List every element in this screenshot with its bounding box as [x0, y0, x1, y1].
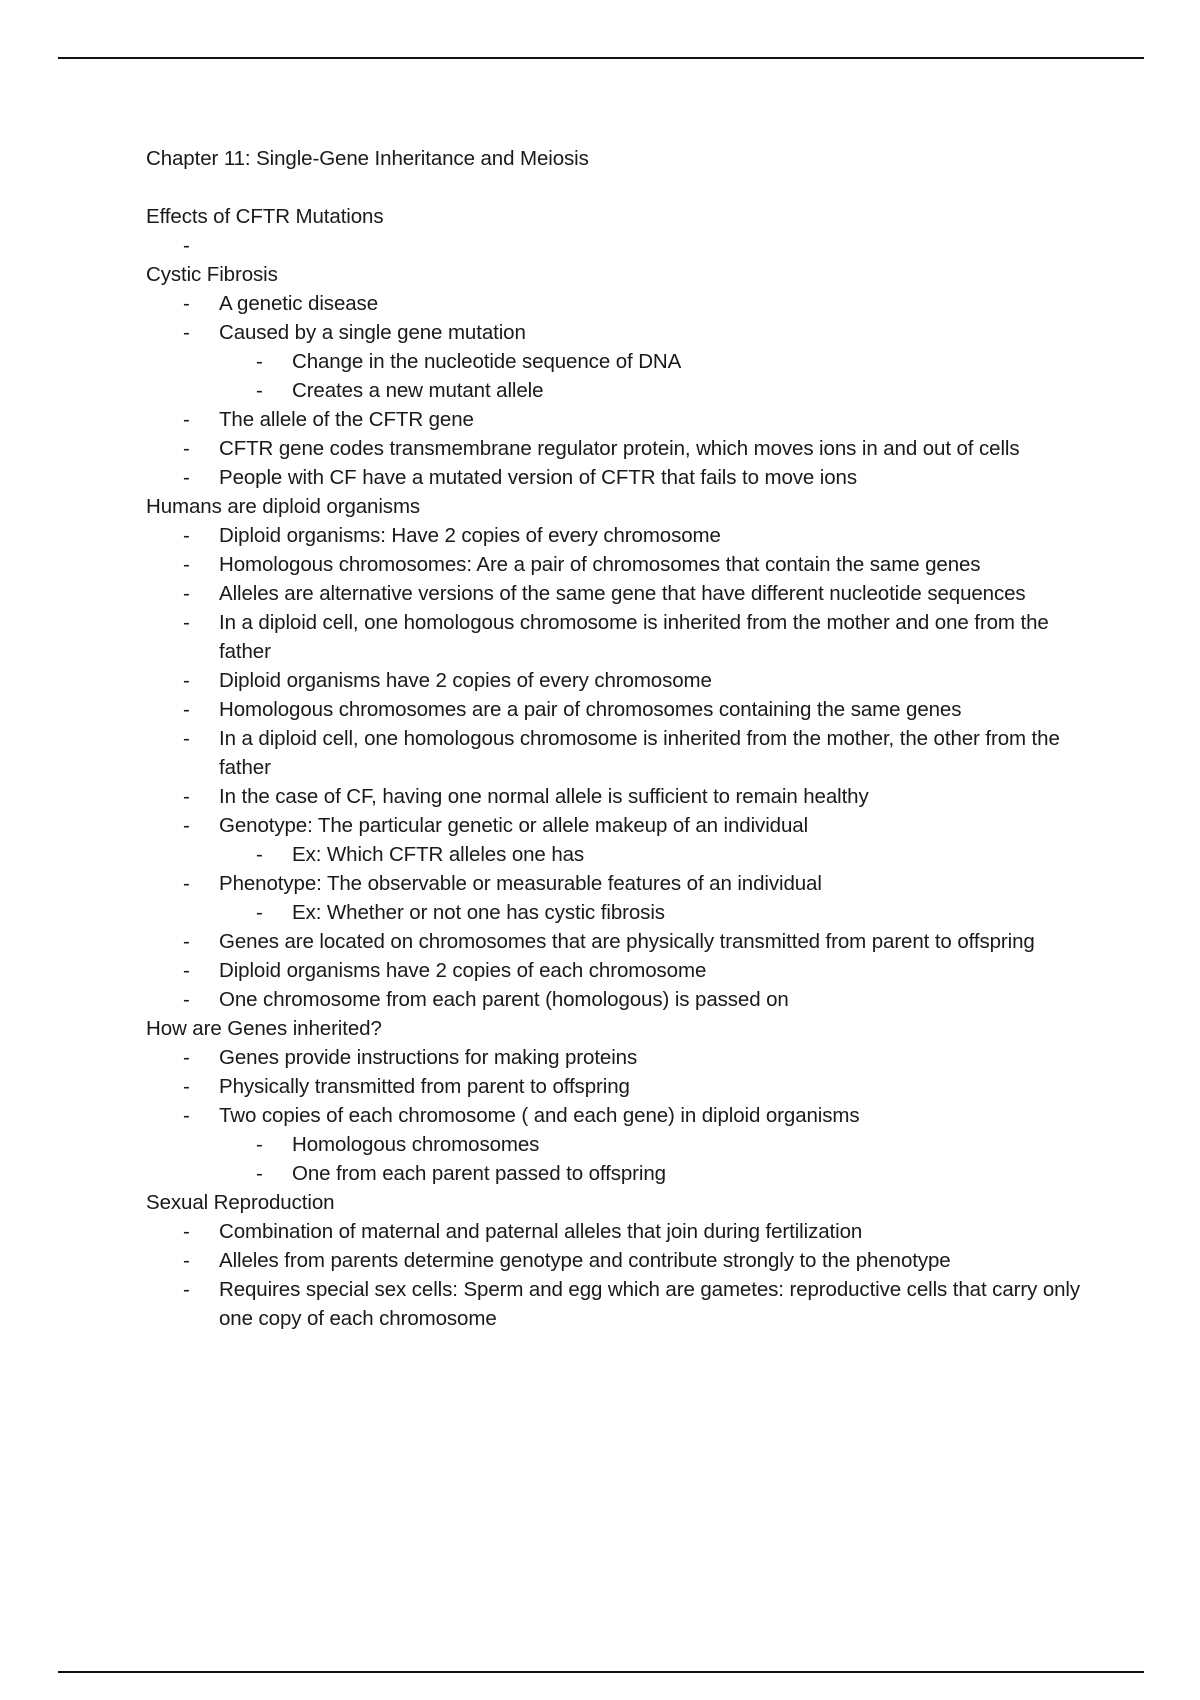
sections-container — [146, 202, 1106, 1333]
list-item-text: Diploid organisms have 2 copies of each chromosome — [219, 959, 707, 982]
list-item-text: Change in the nucleotide sequence of DNA — [292, 350, 682, 373]
list-item-text: The allele of the CFTR gene — [219, 408, 474, 431]
section — [146, 260, 1106, 492]
section — [146, 1188, 1106, 1333]
bullet-dash: - — [256, 1133, 263, 1156]
list-item-text: One chromosome from each parent (homologous) is passed on — [219, 988, 789, 1011]
list-item-text: Requires special sex cells: Sperm and egg which are gametes: reproductive cells that carry only one copy of each chromosome — [219, 1278, 1081, 1330]
section-heading: Sexual Reproduction — [146, 1191, 335, 1214]
bullet-dash: - — [256, 379, 263, 402]
list-item-text: Combination of maternal and paternal alleles that join during fertilization — [219, 1220, 863, 1243]
bullet-dash: - — [183, 727, 190, 750]
list-item-text: One from each parent passed to offspring — [292, 1162, 666, 1185]
list-item-text: Alleles from parents determine genotype and contribute strongly to the phenotype — [219, 1249, 951, 1272]
bullet-dash: - — [183, 1278, 190, 1301]
bullet-dash: - — [183, 988, 190, 1011]
bullet-dash: - — [183, 292, 190, 315]
bullet-list — [146, 231, 1106, 260]
list-item — [146, 405, 1106, 434]
list-item — [146, 463, 1106, 492]
list-item — [146, 1275, 1106, 1333]
list-item-text: Ex: Which CFTR alleles one has — [292, 843, 585, 866]
bullet-list — [146, 289, 1106, 492]
list-item-text: In the case of CF, having one normal allele is sufficient to remain healthy — [219, 785, 869, 808]
bullet-dash: - — [183, 321, 190, 344]
list-item-text: Caused by a single gene mutation — [219, 321, 526, 344]
bullet-dash: - — [183, 1220, 190, 1243]
list-item-text: In a diploid cell, one homologous chromosome is inherited from the mother and one from the father — [219, 611, 1049, 663]
bullet-dash: - — [183, 1075, 190, 1098]
bullet-dash: - — [183, 408, 190, 431]
bullet-dash: - — [183, 1046, 190, 1069]
list-item-text: Physically transmitted from parent to offspring — [219, 1075, 630, 1098]
list-item — [146, 434, 1106, 463]
bullet-dash: - — [183, 582, 190, 605]
section — [146, 1014, 1106, 1188]
bullet-list — [146, 521, 1106, 1014]
list-item — [146, 521, 1106, 550]
list-item-text: Diploid organisms: Have 2 copies of every chromosome — [219, 524, 721, 547]
list-item-text: Homologous chromosomes: Are a pair of chromosomes that contain the same genes — [219, 553, 981, 576]
list-item — [146, 869, 1106, 898]
list-item-text: Two copies of each chromosome ( and each gene) in diploid organisms — [219, 1104, 860, 1127]
bullet-dash: - — [256, 1162, 263, 1185]
list-item-text: Diploid organisms have 2 copies of every chromosome — [219, 669, 712, 692]
bullet-dash: - — [256, 901, 263, 924]
sub-list-item — [146, 347, 1106, 376]
list-item-text: A genetic disease — [219, 292, 378, 315]
sub-list-item — [146, 840, 1106, 869]
bullet-list — [146, 1043, 1106, 1188]
bullet-dash: - — [256, 350, 263, 373]
list-item-text: Phenotype: The observable or measurable features of an individual — [219, 872, 822, 895]
bullet-dash: - — [183, 669, 190, 692]
bullet-dash: - — [183, 1104, 190, 1127]
bullet-dash: - — [183, 524, 190, 547]
list-item-text: Creates a new mutant allele — [292, 379, 544, 402]
bullet-dash: - — [183, 466, 190, 489]
bullet-dash: - — [183, 959, 190, 982]
bullet-dash: - — [183, 611, 190, 634]
sub-list-item — [146, 376, 1106, 405]
bullet-dash: - — [183, 872, 190, 895]
list-item — [146, 724, 1106, 782]
sub-list-item — [146, 898, 1106, 927]
list-item — [146, 1072, 1106, 1101]
list-item — [146, 1043, 1106, 1072]
section-heading: How are Genes inherited? — [146, 1017, 382, 1040]
list-item-text: Ex: Whether or not one has cystic fibrosis — [292, 901, 665, 924]
document-body — [146, 144, 1106, 1333]
bullet-dash: - — [183, 437, 190, 460]
list-item — [146, 811, 1106, 840]
section-heading: Humans are diploid organisms — [146, 495, 421, 518]
list-item — [146, 1217, 1106, 1246]
list-item-text: Alleles are alternative versions of the same gene that have different nucleotide sequences — [219, 582, 1026, 605]
bottom-rule — [58, 1671, 1144, 1673]
bullet-dash: - — [183, 1249, 190, 1272]
list-item — [146, 927, 1106, 956]
list-item — [146, 1101, 1106, 1130]
bullet-dash: - — [183, 785, 190, 808]
sub-list-item — [146, 1130, 1106, 1159]
section-heading: Effects of CFTR Mutations — [146, 205, 384, 228]
list-item — [146, 1246, 1106, 1275]
list-item — [146, 318, 1106, 347]
list-item — [146, 782, 1106, 811]
bullet-dash: - — [256, 843, 263, 866]
list-item — [146, 579, 1106, 608]
list-item — [146, 608, 1106, 666]
list-item-text: People with CF have a mutated version of CFTR that fails to move ions — [219, 466, 857, 489]
bullet-dash: - — [183, 814, 190, 837]
section — [146, 492, 1106, 1014]
list-item-text: Genes are located on chromosomes that are physically transmitted from parent to offspring — [219, 930, 1035, 953]
list-item-text: In a diploid cell, one homologous chromosome is inherited from the mother, the other from the father — [219, 727, 1060, 779]
section-heading: Cystic Fibrosis — [146, 263, 278, 286]
bullet-dash: - — [183, 930, 190, 953]
top-rule — [58, 57, 1144, 59]
list-item — [146, 289, 1106, 318]
list-item — [146, 985, 1106, 1014]
bullet-list — [146, 1217, 1106, 1333]
list-item — [146, 550, 1106, 579]
list-item-text: CFTR gene codes transmembrane regulator protein, which moves ions in and out of cells — [219, 437, 1020, 460]
bullet-dash: - — [183, 553, 190, 576]
list-item-text: Homologous chromosomes — [292, 1133, 540, 1156]
list-item — [146, 956, 1106, 985]
list-item — [146, 695, 1106, 724]
list-item — [146, 666, 1106, 695]
list-item-text: Genotype: The particular genetic or allele makeup of an individual — [219, 814, 809, 837]
section — [146, 202, 1106, 260]
list-item-text: Genes provide instructions for making proteins — [219, 1046, 638, 1069]
bullet-dash: - — [183, 698, 190, 721]
sub-list-item — [146, 1159, 1106, 1188]
list-item-text: Homologous chromosomes are a pair of chromosomes containing the same genes — [219, 698, 962, 721]
page-title: Chapter 11: Single-Gene Inheritance and Meiosis — [146, 147, 589, 170]
list-item — [146, 231, 1106, 260]
bullet-dash: - — [183, 234, 190, 257]
